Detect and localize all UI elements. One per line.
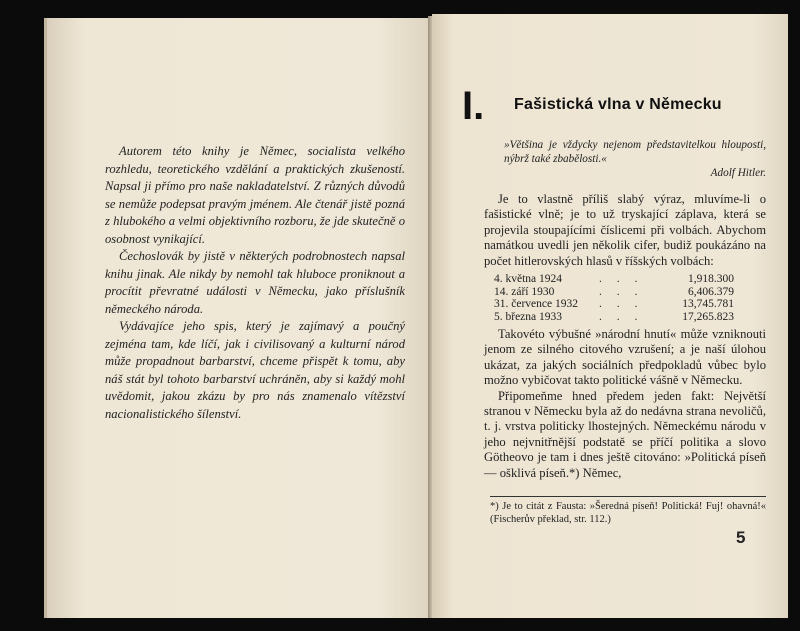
vote-date: 14. září 1930	[494, 285, 555, 298]
vote-row	[494, 286, 734, 299]
vote-date: 5. března 1933	[494, 310, 563, 323]
vote-row	[494, 311, 734, 324]
foreword-paragraph-2: Čechoslovák by jistě v některých podrobnostech napsal knihu jinak. Ale nikdy by nemohl tak hluboce proniknout a procítit převratné události v Německu, jako příslušník německého národa.	[105, 249, 405, 316]
epigraph-author: Adolf Hitler.	[710, 167, 766, 179]
publisher-foreword	[105, 143, 405, 423]
vote-count: 13,745.781	[682, 298, 734, 311]
epigraph-quote: »Většina je vždycky nejenom představitelkou hlouposti, nýbrž také zbabělosti.«	[504, 139, 766, 165]
chapter-title: Fašistická vlna v Německu	[514, 96, 722, 113]
body-paragraph-2: Takovéto výbušné »národní hnutí« může vzniknouti jenom ze silného citového vzrušení; a je naší úlohou ukázat, za jakých sociálních předpokladů vůbec bylo možno vybičovat takto politické vášně v Německu.	[484, 327, 766, 388]
vote-count: 17,265.823	[682, 310, 734, 323]
vote-dots: . . .	[599, 298, 644, 311]
page-number: 5	[736, 528, 746, 547]
vote-date: 31. července 1932	[494, 298, 578, 311]
body-paragraph-3: Připomeňme hned předem jeden fakt: Největší stranou v Německu byla až do nedávna strana nevoličů, t. j. vrstva politicky lhostejných. Německému národu v jeho nejvnitřnější podstatě se příčí politika a slovo Götheovo je tam i dnes ještě citováno: »Politická píseň — ošklivá píseň.*) Němec,	[484, 388, 766, 480]
vote-date: 4. května 1924	[494, 273, 563, 286]
footnote: *) Je to citát z Fausta: »Šeredná píseň! Politická! Fuj! ohavná!« (Fischerův překlad, str. 112.)	[490, 496, 766, 526]
foreword-paragraph-3: Vydávajíce jeho spis, který je zajímavý a poučný zejména tam, kde líčí, jak i civilisovaný a kulturní národ může propadnout barbarství, chceme přispět k tomu, aby náš stát byl tohoto barbarství uchráněn, aby si každý mohl uvědomit, jakou zkázu by pro nás znamenalo vítězství nacionalistického šílenství.	[105, 319, 405, 421]
vote-count: 6,406.379	[688, 285, 734, 298]
open-book	[30, 8, 794, 620]
body-paragraph-1: Je to vlastně příliš slabý výraz, mluvíme-li o fašistické vlně; je to už tryskající záplava, která se projevila stoupajícími číslicemi při volbách. Abychom namátkou uvedli jen několik cifer, budiž poukázáno na počet hitlerovských hlasů v říšských volbách:	[484, 192, 766, 268]
vote-dots: . . .	[599, 285, 644, 298]
left-page	[44, 18, 433, 618]
epigraph	[504, 138, 766, 180]
vote-dots: . . .	[599, 273, 644, 286]
vote-row	[494, 298, 734, 311]
vote-count: 1,918.300	[688, 273, 734, 286]
right-page	[432, 14, 788, 618]
chapter-number: I.	[462, 84, 485, 128]
vote-table	[494, 273, 734, 323]
foreword-paragraph-1: Autorem této knihy je Němec, socialista velkého rozhledu, teoretického vzdělání a praktických zkušeností. Napsal ji přímo pro naše nakladatelství. Z různých důvodů se nemůže podepsat pravým jménem. Ale čtenář jistě pozná z hlubokého a velmi objektivního rozboru, že jde skutečně o osobnost vynikající.	[105, 144, 405, 246]
vote-row	[494, 273, 734, 286]
chapter-body	[484, 192, 766, 481]
vote-dots: . . .	[599, 310, 644, 323]
